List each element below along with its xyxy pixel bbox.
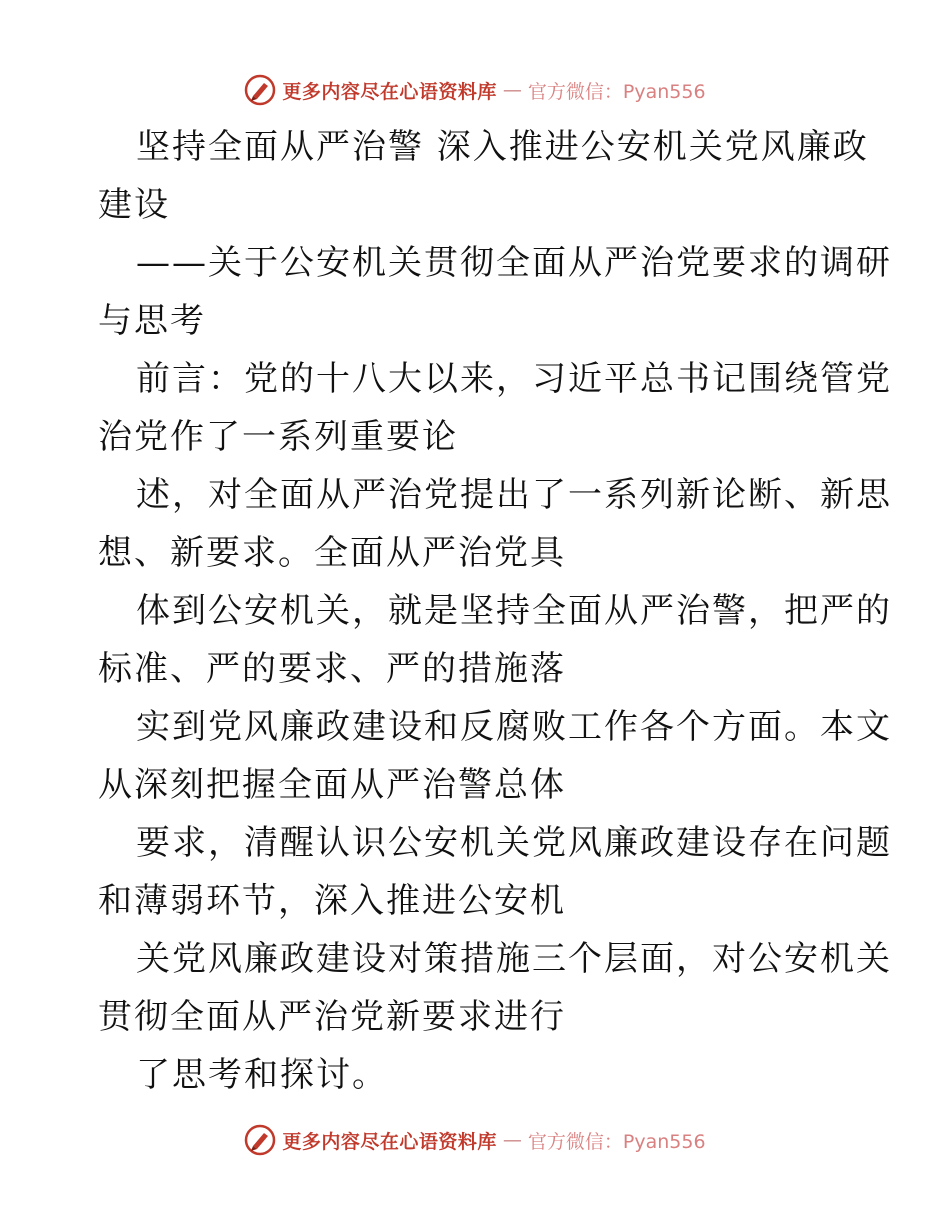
text-line: 从深刻把握全面从严治警总体 xyxy=(98,765,566,805)
text-line: 和薄弱环节，深入推进公安机 xyxy=(98,881,566,921)
header-banner-separator: — xyxy=(502,79,522,101)
text-line: 想、新要求。全面从严治党具 xyxy=(98,533,566,573)
header-banner-text: 更多内容尽在心语资料库 xyxy=(282,80,497,103)
document-text xyxy=(98,118,892,1104)
text-line: 体到公安机关，就是坚持全面从严治警，把严的 xyxy=(136,591,892,631)
text-line: ——关于公安机关贯彻全面从严治党要求的调研 xyxy=(136,243,892,283)
text-line: 要求，清醒认识公安机关党风廉政建设存在问题 xyxy=(136,823,892,863)
text-line: 与思考 xyxy=(98,301,206,341)
text-line: 述，对全面从严治党提出了一系列新论断、新思 xyxy=(136,475,892,515)
footer-banner-content xyxy=(244,1124,705,1156)
pen-logo-icon xyxy=(244,74,276,106)
text-line: 标准、严的要求、严的措施落 xyxy=(98,649,566,689)
pen-logo-icon xyxy=(244,1124,276,1156)
text-line: 实到党风廉政建设和反腐败工作各个方面。本文 xyxy=(136,707,892,747)
text-line: 治党作了一系列重要论 xyxy=(98,417,458,457)
text-line: 建设 xyxy=(98,185,170,225)
header-banner-wechat: 官方微信：Pyan556 xyxy=(527,80,706,103)
footer-banner-wechat: 官方微信：Pyan556 xyxy=(527,1130,706,1153)
text-line: 贯彻全面从严治党新要求进行 xyxy=(98,997,566,1037)
document-body xyxy=(98,118,892,1104)
text-line: 坚持全面从严治警 深入推进公安机关党风廉政 xyxy=(136,127,869,167)
text-line: 关党风廉政建设对策措施三个层面，对公安机关 xyxy=(136,939,892,979)
header-banner-content xyxy=(244,74,705,106)
header-banner xyxy=(0,70,950,110)
text-line: 了思考和探讨。 xyxy=(136,1055,388,1095)
footer-banner-separator: — xyxy=(502,1129,522,1151)
footer-banner xyxy=(0,1120,950,1160)
footer-banner-text: 更多内容尽在心语资料库 xyxy=(282,1130,497,1153)
text-line: 前言：党的十八大以来，习近平总书记围绕管党 xyxy=(136,359,892,399)
